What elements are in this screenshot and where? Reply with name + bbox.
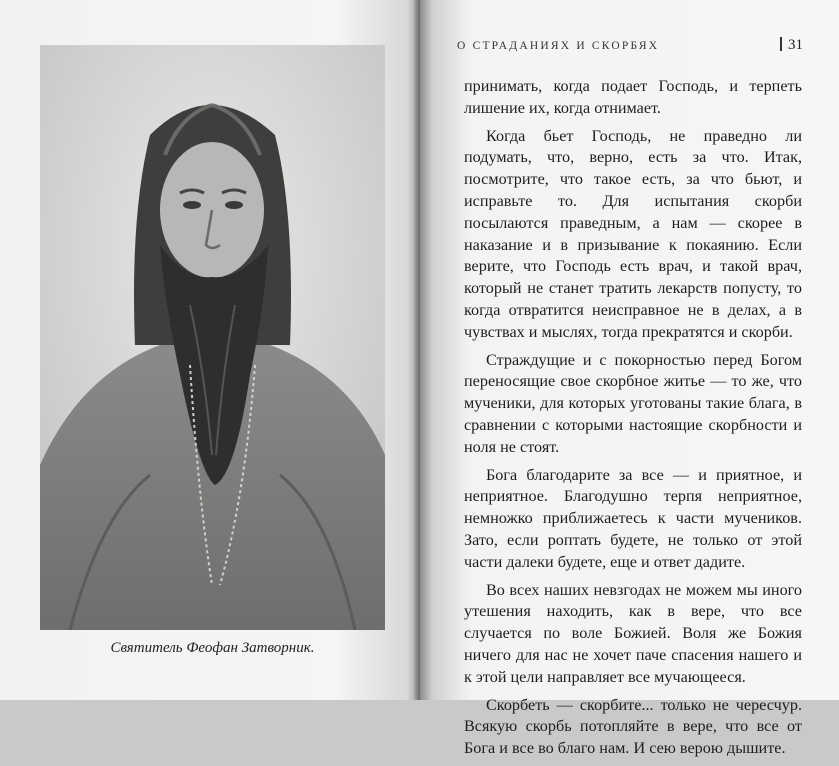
left-page	[0, 0, 420, 700]
paragraph: Скорбеть — скорбите... только не чересчур. Всякую скорбь потопляйте в вере, что все от Бога и все во благо нам. И сею верою дышите.	[464, 695, 802, 758]
paragraph: Когда бьет Господь, не праведно ли подумать, что, верно, есть за что. Итак, посмотрите, что такое есть, за что бьют, и исправьте то. Для испытания скорби посылаются праведным, а нам — скорее в наказание и в призывание к покаянию. Если верите, что Господь есть врач, и такой врач, который не станет тратить лекарств попусту, то когда отвратится неисправное не в делах, а в чувствах и мыслях, тогда прекратятся и скорби.	[464, 126, 802, 341]
paragraph: Бога благодарите за все — и приятное, и неприятное. Благодушно терпя неприятное, немножко приближаетесь к части мучеников. Зато, если роптать будете, не только от этой части далеки будете, еще и ответ дадите.	[464, 465, 802, 571]
paragraph: принимать, когда подает Господь, и терпеть лишение их, когда отнимает.	[464, 77, 802, 117]
page-number-text: 31	[788, 37, 803, 53]
body-text	[464, 76, 802, 766]
portrait-photo	[40, 45, 385, 630]
page-number	[780, 37, 803, 54]
photo-caption: Святитель Феофан Затворник.	[110, 640, 315, 656]
divider-bar	[780, 37, 782, 51]
running-head: О СТРАДАНИЯХ И СКОРБЯХ	[457, 40, 660, 52]
paragraph: Страждущие и с покорностью перед Богом переносящие свое скорбное житье — то же, что мученики, для которых уготованы такие блага, в сравнении с которыми настоящие скорбности и ноля не стоят.	[464, 350, 802, 456]
paragraph: Во всех наших невзгодах не можем мы иного утешения находить, как в вере, что все случается по воле Божией. Воля же Божия ничего для нас не хочет паче спасения нашего и к этой цели направляет все мучающееся.	[464, 580, 802, 686]
